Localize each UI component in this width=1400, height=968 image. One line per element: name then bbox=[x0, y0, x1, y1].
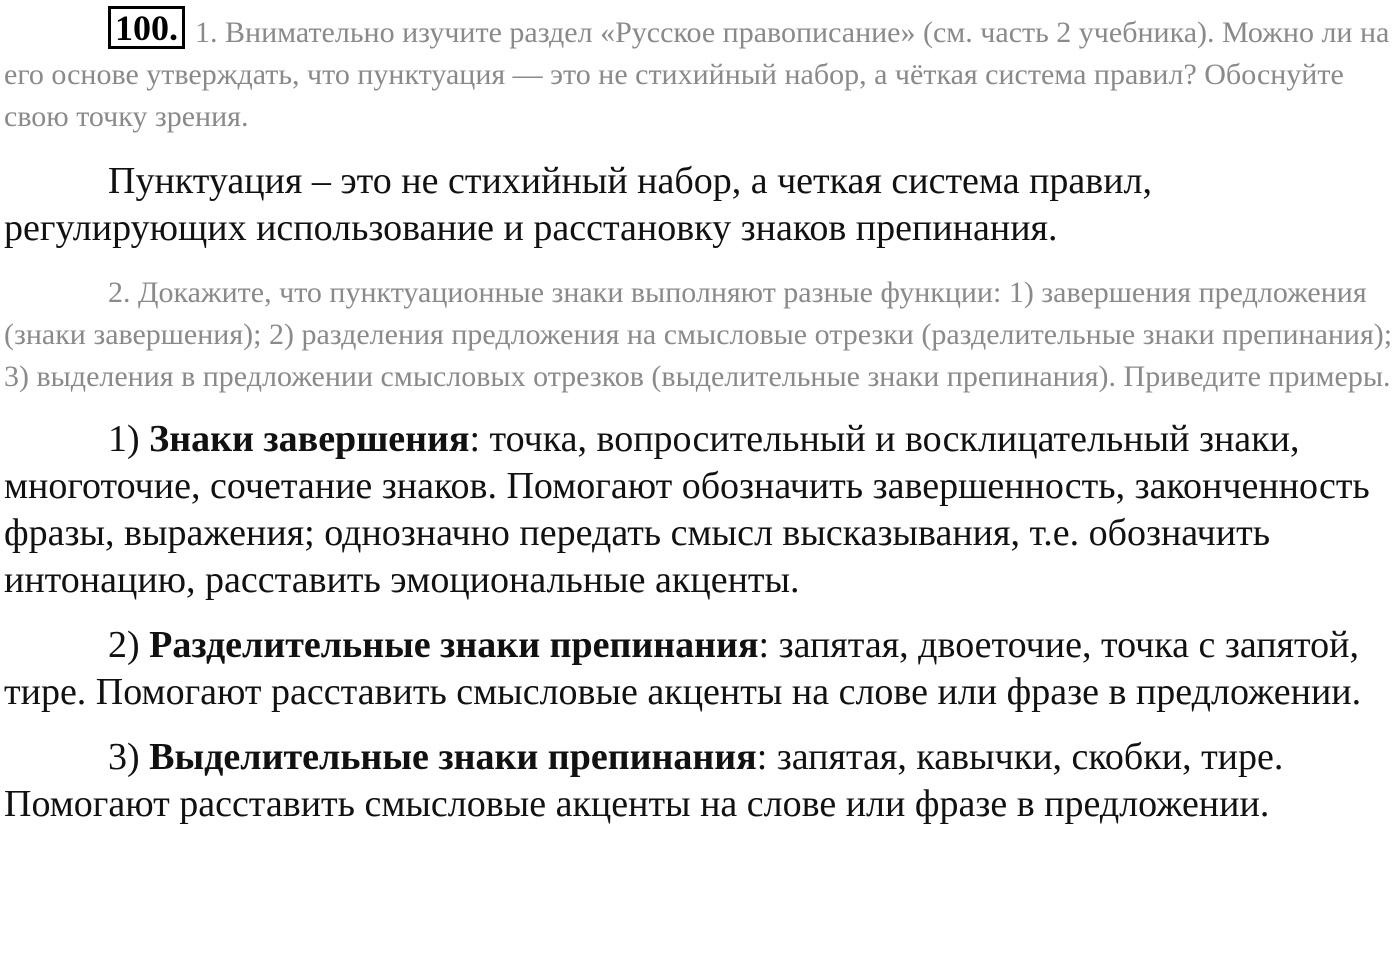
task-2-text: 2. Докажите, что пунктуационные знаки выполняют разные функции: 1) завершения предложения (знаки завершения); 2) разделения предложения на смысловые отрезки (разделительные знаки препинания); 3) выделения в предложении смысловых отрезков (выделительные знаки препинания). Приведите примеры. bbox=[4, 276, 1393, 393]
answer-item-2-term: Разделительные знаки препинания bbox=[149, 624, 759, 666]
task-1-text bbox=[4, 6, 1400, 138]
exercise-number: 100. bbox=[108, 6, 185, 49]
task-1-body: 1. Внимательно изучите раздел «Русское правописание» (см. часть 2 учебника). Можно ли на его основе утверждать, что пунктуация — это не стихийный набор, а чёткая система правил? Обоснуйте свою точку зрения. bbox=[4, 16, 1390, 133]
answer-item-2 bbox=[4, 622, 1400, 716]
answer-item-2-text: : запятая, двоеточие, точка с запятой, тире. Помогают расставить смысловые акценты на слове или фразе в предложении. bbox=[4, 624, 1362, 713]
answer-item-1-prefix: 1) bbox=[108, 418, 150, 460]
answer-item-1-term: Знаки завершения bbox=[149, 418, 470, 460]
answer-item-3 bbox=[4, 734, 1400, 828]
answer-item-3-prefix: 3) bbox=[108, 736, 150, 778]
answer-item-3-term: Выделительные знаки препинания bbox=[149, 736, 757, 778]
answer-item-1-text: : точка, вопросительный и восклицательный знаки, многоточие, сочетание знаков. Помогают обозначить завершенность, законченность фразы, выражения; однозначно передать смысл высказывания, т.е. обозначить интонацию, расставить эмоциональные акценты. bbox=[4, 418, 1370, 601]
answer-item-2-prefix: 2) bbox=[108, 624, 150, 666]
answer-1-text: Пунктуация – это не стихийный набор, а четкая система правил, регулирующих использование и расстановку знаков препинания. bbox=[4, 160, 1153, 249]
answer-item-1 bbox=[4, 416, 1400, 604]
answer-item-3-text: : запятая, кавычки, скобки, тире. Помогают расставить смысловые акценты на слове или фразе в предложении. bbox=[4, 736, 1284, 825]
